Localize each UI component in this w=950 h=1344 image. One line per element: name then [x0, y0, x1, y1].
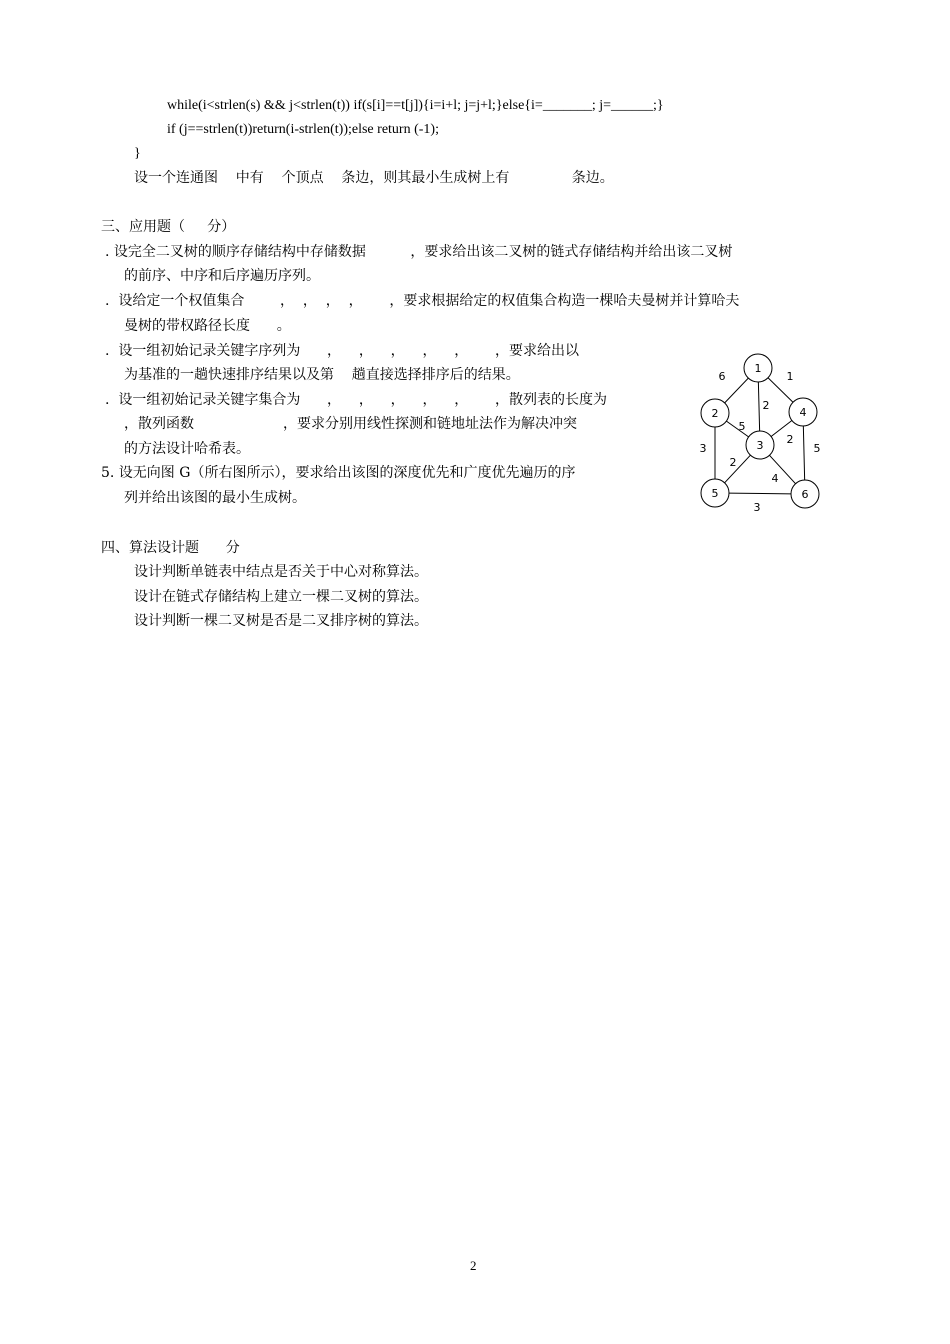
code-line-3: }: [134, 146, 141, 161]
undirected-graph-g: [690, 345, 830, 520]
edge-weight-3-5: 2: [729, 456, 737, 469]
node-label-6: 6: [801, 488, 809, 501]
edge-3-5: [725, 455, 751, 483]
node-label-3: 3: [756, 439, 764, 452]
section4-title: 四、算法设计题 分: [101, 540, 240, 556]
question-2-line-2: 曼树的带权路径长度 。: [124, 318, 291, 334]
edge-weight-4-3: 2: [786, 433, 794, 446]
algorithm-item-2: 设计在链式存储结构上建立一棵二叉树的算法。: [134, 589, 428, 605]
edge-weight-4-6: 5: [813, 442, 821, 455]
page-number: 2: [470, 1258, 477, 1273]
question-2-line-1: . 设给定一个权值集合 ， ， ， ， ，要求根据给定的权值集合构造一棵哈夫曼树并计算哈夫: [105, 293, 740, 309]
question-5-line-1: 5. 设无向图 G（所右图所示），要求给出该图的深度优先和广度优先遍历的序: [101, 465, 576, 481]
question-1-line-1: . 设完全二叉树的顺序存储结构中存储数据 ，要求给出该二叉树的链式存储结构并给出该二叉树: [105, 244, 733, 260]
question-4-line-2: ，散列函数 ，要求分别用线性探测和链地址法作为解决冲突: [124, 416, 578, 432]
edge-weight-5-6: 3: [753, 501, 761, 514]
edge-weight-3-6: 4: [771, 472, 779, 485]
algorithm-item-3: 设计判断一棵二叉树是否是二叉排序树的算法。: [134, 613, 428, 629]
edge-4-6: [803, 426, 804, 480]
edge-1-3: [758, 382, 759, 431]
edge-weight-2-5: 3: [699, 442, 707, 455]
question-4-line-1: . 设一组初始记录关键字集合为 ， ， ， ， ， ，散列表的长度为: [105, 392, 607, 408]
node-label-4: 4: [799, 406, 807, 419]
node-label-2: 2: [711, 407, 719, 420]
question-1-line-2: 的前序、中序和后序遍历序列。: [124, 268, 320, 284]
question-4-line-3: 的方法设计哈希表。: [124, 441, 250, 457]
question-3-line-2: 为基准的一趟快速排序结果以及第 趟直接选择排序后的结果。: [124, 367, 520, 383]
algorithm-item-1: 设计判断单链表中结点是否关于中心对称算法。: [134, 564, 428, 580]
edge-weight-1-3: 2: [762, 399, 770, 412]
edge-weight-1-4: 1: [786, 370, 794, 383]
edge-weight-1-2: 6: [718, 370, 726, 383]
code-line-2: if (j==strlen(t))return(i-strlen(t));else return (-1);: [167, 122, 439, 137]
question-5-line-2: 列并给出该图的最小生成树。: [124, 490, 306, 506]
fill-question: 设一个连通图 中有 个顶点 条边，则其最小生成树上有 条边。: [134, 170, 614, 186]
section3-title: 三、应用题（ 分）: [101, 219, 236, 235]
code-line-1: while(i<strlen(s) && j<strlen(t)) if(s[i]==t[j]){i=i+l; j=j+l;}else{i=_______; j=______;}: [167, 98, 664, 113]
edge-5-6: [729, 493, 791, 494]
edge-weight-2-3: 5: [738, 420, 746, 433]
question-3-line-1: . 设一组初始记录关键字序列为 ， ， ， ， ， ，要求给出以: [105, 343, 579, 359]
edge-1-2: [725, 378, 749, 403]
node-label-1: 1: [754, 362, 762, 375]
node-label-5: 5: [711, 487, 719, 500]
